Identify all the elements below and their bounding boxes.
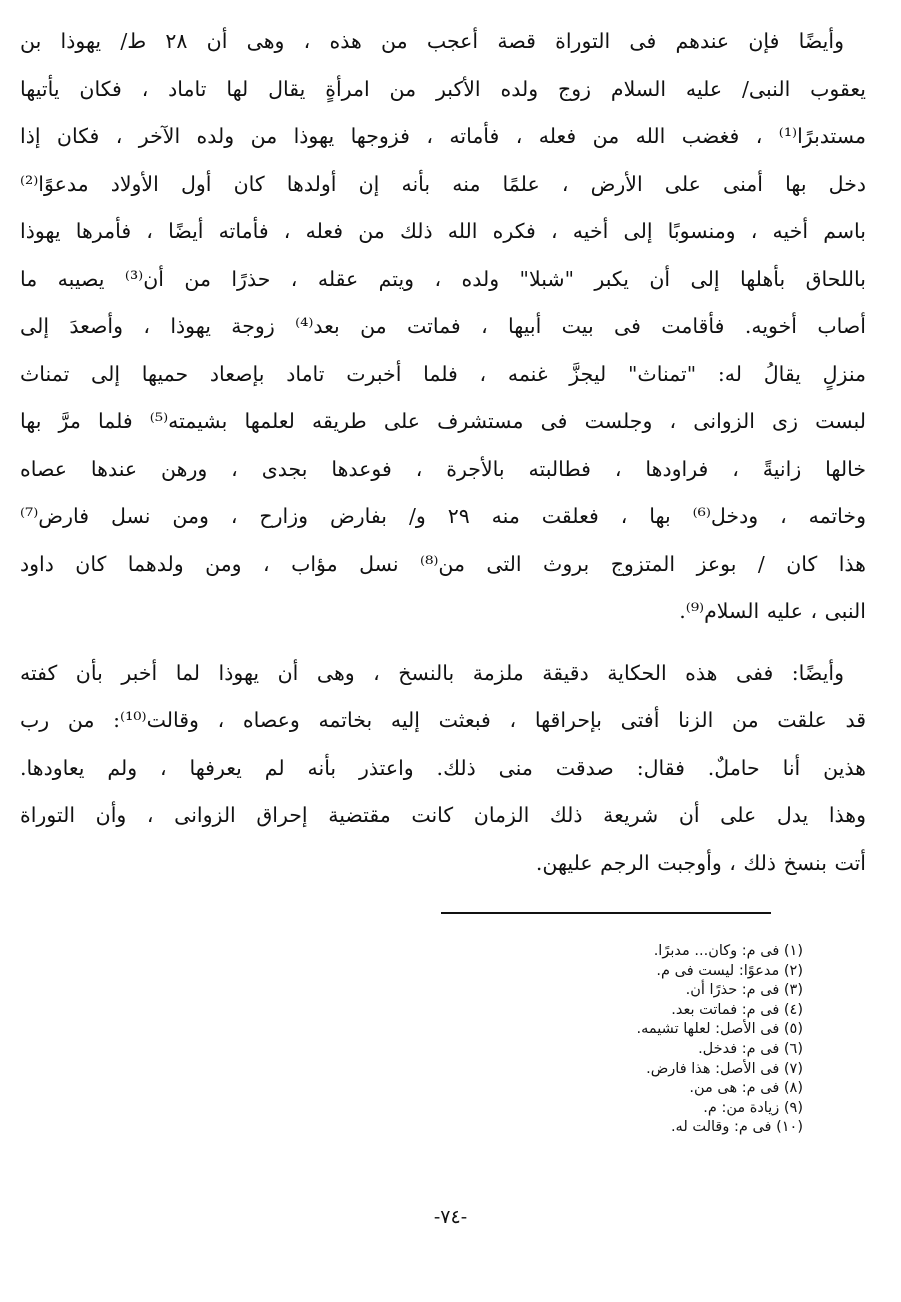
text-line: دخل بها أمنى على الأرض ، علمًا منه بأنه إن أولدها كان أول الأولاد مدعوًا⁽²⁾ — [20, 171, 866, 196]
text-line: وأيضًا: ففى هذه الحكاية دقيقة ملزمة بالنسخ ، وهى أن يهوذا لما أخبر بأن كفته — [20, 660, 844, 685]
text-line: أصاب أخويه. فأقامت فى بيت أبيها ، فماتت من بعد⁽⁴⁾ زوجة يهوذا ، وأصعدَ إلى — [20, 314, 866, 338]
text-line: مستدبرًا⁽¹⁾ ، فغضب الله من فعله ، فأماته ، فزوجها يهوذا من ولده الآخر ، فكان إذا — [20, 124, 866, 148]
footnote-item: (٦) فى م: فدخل. — [698, 1040, 803, 1057]
text-line: وهذا يدل على أن شريعة ذلك الزمان كانت مقتضية إحراق الزوانى ، وأن التوراة — [20, 803, 866, 827]
text-line: خالها زانيةً ، فراودها ، فطالبته بالأجرة ، فوعدها بجدى ، ورهن عندها عصاه — [20, 456, 866, 481]
footnote-item: (٧) فى الأصل: هذا فارض. — [646, 1060, 803, 1077]
footnotes-list — [637, 942, 803, 1138]
footnote-item: (٢) مدعوًا: ليست فى م. — [656, 962, 803, 979]
text-line: وخاتمه ، ودخل⁽⁶⁾ بها ، فعلقت منه ٢٩ و/ بفارض وزارح ، ومن نسل فارض⁽⁷⁾ — [20, 504, 866, 528]
text-line: هذين أنا حاملٌ. فقال: صدقت منى ذلك. واعتذر بأنه لم يعرفها ، ولم يعاودها. — [20, 755, 866, 780]
text-line: قد علقت من الزنا أفتى بإحراقها ، فبعثت إليه بخاتمه وعصاه ، وقالت⁽¹⁰⁾: من رب — [20, 708, 866, 732]
text-line: أتت بنسخ ذلك ، وأوجبت الرجم عليهن. — [535, 850, 866, 875]
footnote-item: (١) فى م: وكان... مدبرًا. — [653, 943, 803, 959]
text-line: منزلٍ يقالُ له: "تمناث" ليجزَّ غنمه ، فلما أخبرت تاماد بإصعاد حميها إلى تمناث — [20, 361, 866, 386]
text-line: باسم أخيه ، ومنسوبًا إلى أخيه ، فكره الله ذلك من فعله ، فأماته أيضًا ، فأمرها يهوذا — [20, 219, 866, 243]
text-line: يعقوب النبى/ عليه السلام زوج ولده الأكبر من امرأةٍ يقال لها تاماد ، فكان يأتيها — [20, 76, 866, 101]
text-line: باللحاق بأهلها إلى أن يكبر "شبلا" ولده ، ويتم عقله ، حذرًا من أن⁽³⁾ يصيبه ما — [20, 266, 866, 291]
text-line: هذا كان / بوعز المتزوج بروث التى من⁽⁸⁾ نسل مؤاب ، ومن ولدهما كان داود — [20, 551, 866, 576]
footnote-item: (٩) زيادة من: م. — [703, 1099, 803, 1116]
text-line: وأيضًا فإن عندهم فى التوراة قصة أعجب من هذه ، وهى أن ٢٨ ط/ يهوذا بن — [20, 29, 844, 53]
text-line: لبست زى الزوانى ، وجلست فى مستشرف على طريقه لعلمها بشيمته⁽⁵⁾ فلما مرَّ بها — [20, 409, 866, 433]
footnote-item: (٣) فى م: حذرًا أن. — [685, 982, 803, 999]
footnote-item: (٥) فى الأصل: لعلها تشيمه. — [636, 1021, 803, 1038]
footnote-item: (٤) فى م: فماتت بعد. — [671, 1001, 803, 1018]
body-paragraph-1 — [20, 18, 866, 636]
body-paragraph-2 — [20, 650, 866, 888]
footnote-item: (١٠) فى م: وقالت له. — [670, 1119, 803, 1136]
text-line: النبى ، عليه السلام⁽⁹⁾. — [679, 599, 866, 623]
footnote-item: (٨) فى م: هى من. — [689, 1080, 803, 1097]
footnote-divider — [441, 912, 771, 914]
page-number: -٧٤- — [433, 1206, 468, 1228]
